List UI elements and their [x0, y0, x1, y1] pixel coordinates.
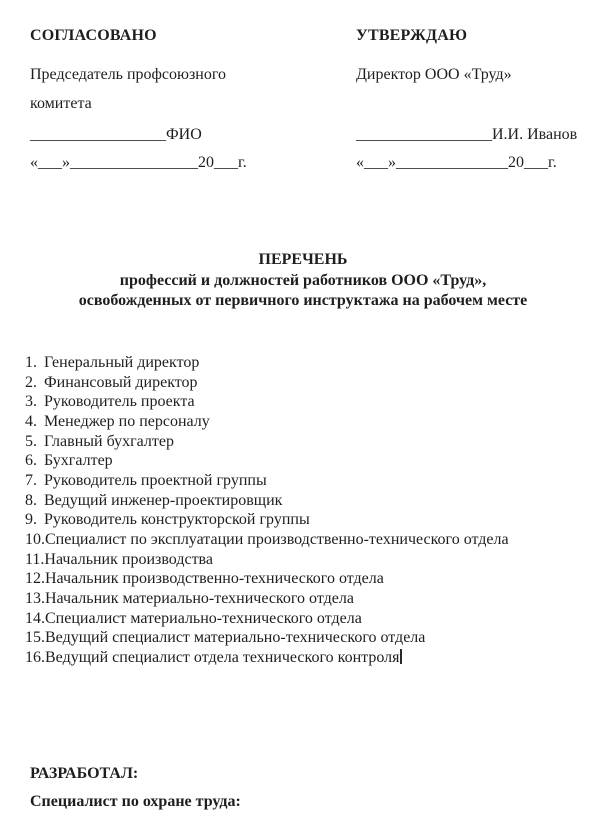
list-item-label: Менеджер по персоналу: [44, 412, 210, 430]
list-item-number: 1.: [25, 354, 37, 371]
approved-signature-line: [356, 121, 580, 149]
list-item-label: Бухгалтер: [44, 452, 113, 470]
list-item-number: 3.: [25, 393, 37, 411]
approved-role: Директор ООО «Труд»: [356, 66, 512, 83]
list-item: [25, 569, 591, 589]
list-item-number: 6.: [25, 452, 37, 470]
list-item-label: Руководитель конструкторской группы: [44, 511, 310, 529]
approved-heading: УТВЕРЖДАЮ: [356, 27, 468, 44]
list-item-label: Ведущий специалист отдела технического контроля: [45, 648, 400, 666]
list-item-number: 13.: [25, 589, 45, 607]
signature-blank: _________________: [30, 126, 166, 143]
agreed-block: [30, 26, 280, 177]
list-item: [25, 373, 591, 393]
developer-role: Специалист по охране труда:: [30, 793, 241, 810]
approved-date-line: «___»______________20___г.: [356, 154, 557, 171]
list-item: [25, 648, 591, 668]
list-item: [25, 491, 591, 511]
list-item-label: Руководитель проектной группы: [44, 471, 267, 489]
text-cursor-caret: [400, 649, 402, 664]
list-item-number: 15.: [25, 629, 45, 647]
list-item-label: Главный бухгалтер: [44, 432, 174, 450]
list-item-label: Специалист по эксплуатации производственно-технического отдела: [45, 530, 509, 548]
list-item-number: 2.: [25, 373, 37, 391]
approved-block: [356, 26, 580, 177]
developed-heading: РАЗРАБОТАЛ:: [30, 765, 139, 782]
list-item-label: Генеральный директор: [44, 354, 200, 371]
signatory-name: И.И. Иванов: [492, 126, 578, 143]
list-item-label: Начальник производственно-технического отдела: [45, 570, 384, 588]
list-item-number: 8.: [25, 491, 37, 509]
list-item-label: Финансовый директор: [44, 373, 198, 391]
list-item: [25, 510, 591, 530]
list-item-number: 11.: [25, 550, 45, 568]
signature-blank: _________________: [356, 126, 492, 143]
list-item-number: 7.: [25, 471, 37, 489]
list-item: [25, 589, 591, 609]
list-item-label: Ведущий инженер-проектировщик: [44, 491, 283, 509]
positions-list: [25, 353, 591, 668]
list-item: [25, 550, 591, 570]
approval-header: [30, 26, 580, 177]
signatory-name: ФИО: [166, 126, 202, 143]
agreed-signature-line: [30, 121, 280, 149]
list-item: [25, 451, 591, 471]
list-item-label: Ведущий специалист материально-технического отдела: [45, 629, 426, 647]
title-line-2: профессий и должностей работников ООО «Труд»,: [119, 271, 487, 289]
list-item-label: Специалист материально-технического отдела: [45, 609, 362, 627]
list-item-number: 5.: [25, 432, 37, 450]
list-item-label: Начальник материально-технического отдела: [45, 589, 354, 607]
list-item-number: 12.: [25, 570, 45, 588]
list-item: [25, 432, 591, 452]
document-footer: [30, 764, 241, 812]
agreed-heading: СОГЛАСОВАНО: [30, 27, 157, 44]
list-item-label: Начальник производства: [44, 550, 213, 568]
list-item-number: 14.: [25, 609, 45, 627]
list-item-number: 16.: [25, 648, 45, 666]
list-item: [25, 392, 591, 412]
list-item: [25, 530, 591, 550]
agreed-role: Председатель профсоюзного комитета: [30, 66, 227, 112]
list-item-label: Руководитель проекта: [44, 393, 195, 411]
title-line-1: ПЕРЕЧЕНЬ: [258, 251, 348, 268]
list-item-number: 9.: [25, 511, 37, 529]
agreed-date-line: «___»________________20___г.: [30, 154, 247, 171]
list-item-number: 10.: [25, 530, 45, 548]
list-item: [25, 353, 591, 373]
document-title: [0, 250, 606, 312]
list-item: [25, 412, 591, 432]
list-item-number: 4.: [25, 412, 37, 430]
title-line-3: освобожденных от первичного инструктажа на рабочем месте: [78, 292, 528, 309]
list-item: [25, 609, 591, 629]
list-item: [25, 471, 591, 491]
list-item: [25, 628, 591, 648]
